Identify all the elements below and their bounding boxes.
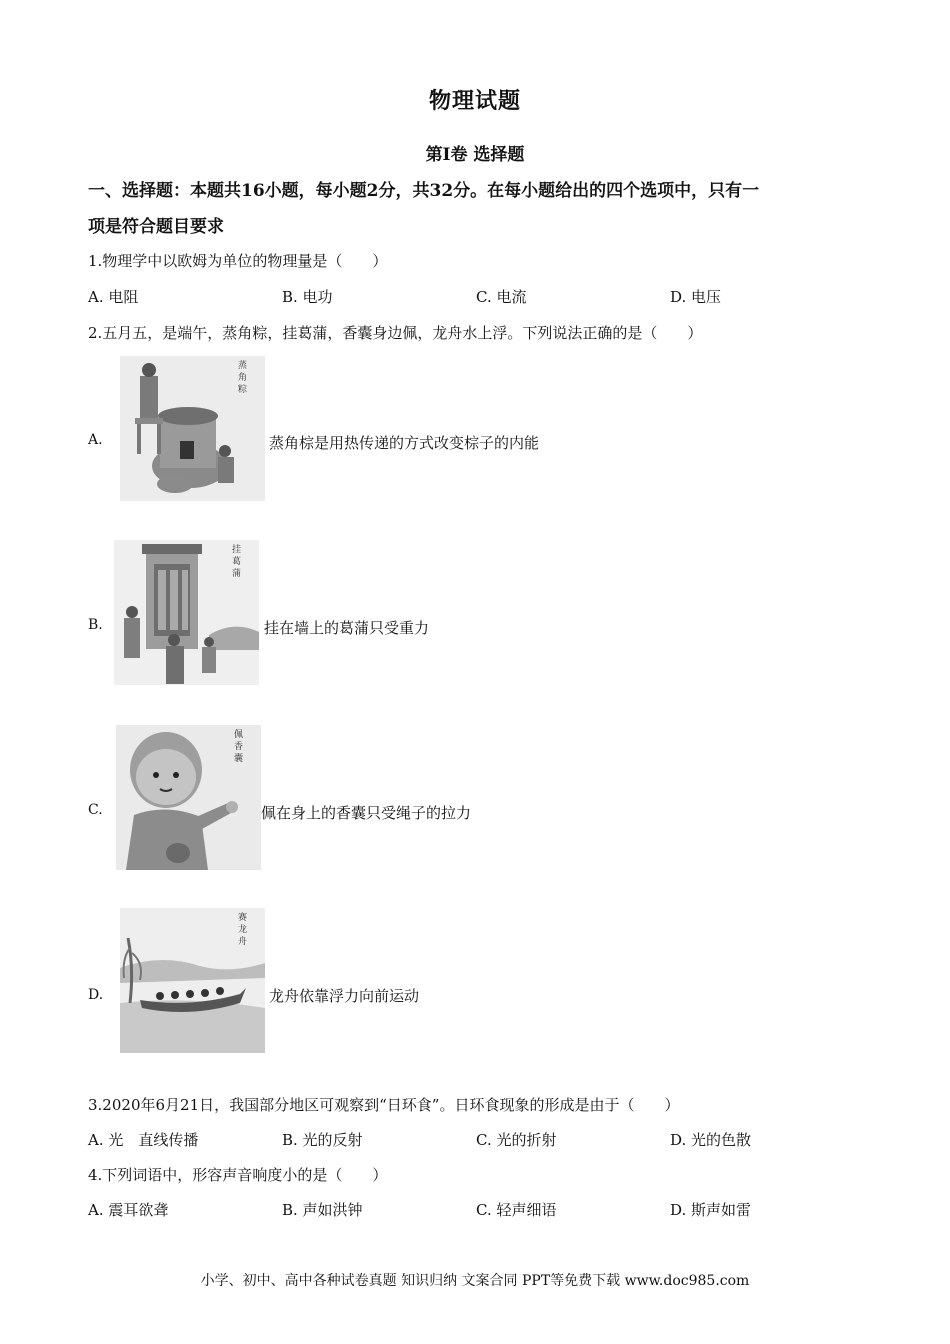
steaming-zongzi-illustration <box>120 356 265 501</box>
question-1-stem: 1.物理学中以欧姆为单位的物理量是（ ） <box>88 252 388 270</box>
part-title: 第I卷 选择题 <box>425 145 525 165</box>
dragon-boat-race-illustration <box>120 908 265 1053</box>
question-2-option-d-label: D. <box>88 987 104 1003</box>
page-footer: 小学、初中、高中各种试卷真题 知识归纳 文案合同 PPT等免费下载 www.doc985.com <box>200 1273 750 1289</box>
svg-text:挂: 挂 <box>232 545 242 555</box>
question-1-option-d: D. 电压 <box>670 288 722 306</box>
question-1-option-b: B. 电功 <box>282 288 333 306</box>
question-2-option-b-text: 挂在墙上的葛蒲只受重力 <box>264 619 430 637</box>
svg-text:粽: 粽 <box>238 385 248 395</box>
question-4-stem: 4.下列词语中，形容声音响度小的是（ ） <box>88 1166 388 1184</box>
question-2-option-b-label: B. <box>88 617 103 633</box>
question-4-option-b: B. 声如洪钟 <box>282 1201 363 1219</box>
question-3-stem: 3.2020年6月21日，我国部分地区可观察到“日环食”。日环食现象的形成是由于（ ） <box>88 1096 680 1114</box>
image-caption: 蒸 <box>238 361 248 371</box>
question-1-option-a: A. 电阻 <box>88 288 139 306</box>
section-heading-line-1: 一、选择题：本题共16小题，每小题2分，共32分。在每小题给出的四个选项中，只有一 <box>88 181 760 201</box>
svg-text:蒲: 蒲 <box>232 569 242 579</box>
question-2-stem: 2.五月五，是端午，蒸角粽，挂葛蒲，香囊身边佩，龙舟水上浮。下列说法正确的是（ ） <box>88 324 703 342</box>
question-1-option-c: C. 电流 <box>476 288 527 306</box>
section-heading-line-2: 项是符合题目要求 <box>88 217 224 237</box>
question-2-option-a-text: 蒸角棕是用热传递的方式改变棕子的内能 <box>269 434 540 452</box>
svg-text:囊: 囊 <box>234 754 244 764</box>
question-2-option-c-label: C. <box>88 802 103 818</box>
question-2-option-c-text: 佩在身上的香囊只受绳子的拉力 <box>261 804 472 822</box>
page-title: 物理试题 <box>428 88 521 114</box>
svg-text:角: 角 <box>238 373 248 383</box>
question-3-option-a: A. 光 直线传播 <box>88 1131 199 1149</box>
question-2-option-a-label: A. <box>88 432 103 448</box>
question-2-option-d-text: 龙舟依靠浮力向前运动 <box>269 987 420 1005</box>
hanging-calamus-illustration <box>114 540 259 685</box>
question-3-option-c: C. 光的折射 <box>476 1131 557 1149</box>
svg-text:葛: 葛 <box>232 557 242 567</box>
wearing-sachet-illustration <box>116 725 261 870</box>
svg-text:舟: 舟 <box>238 937 248 947</box>
question-3-option-b: B. 光的反射 <box>282 1131 363 1149</box>
question-4-option-d: D. 斯声如雷 <box>670 1201 752 1219</box>
svg-text:龙: 龙 <box>238 925 248 935</box>
question-3-option-d: D. 光的色散 <box>670 1131 752 1149</box>
svg-text:赛: 赛 <box>238 913 248 923</box>
question-4-option-c: C. 轻声细语 <box>476 1201 557 1219</box>
svg-text:佩: 佩 <box>234 730 244 740</box>
question-4-option-a: A. 震耳欲聋 <box>88 1201 169 1219</box>
svg-text:香: 香 <box>234 742 244 752</box>
